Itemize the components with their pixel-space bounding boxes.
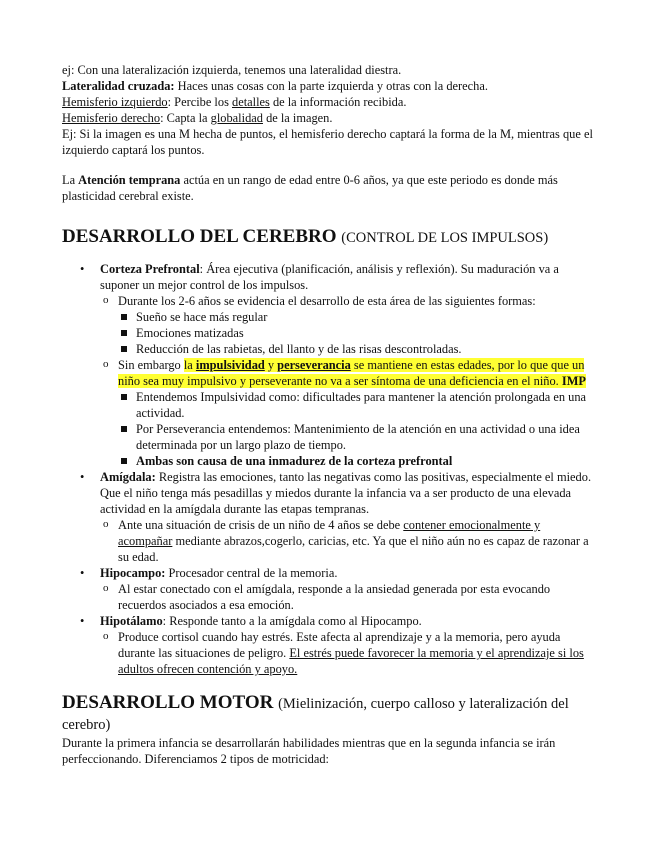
amigdala-sublist: [100, 517, 594, 565]
text-crisis-a: Ante una situación de crisis de un niño de 4 años se debe: [118, 518, 404, 532]
document-page: [62, 62, 594, 767]
text-corteza-prefrontal: : Área ejecutiva (planificación, análisis y reflexión). Su maduración va a suponer un mejor control de los impulsos.: [100, 262, 559, 292]
atencion-text-a: La: [62, 173, 79, 187]
corteza-sublist: [100, 293, 594, 469]
intro-m-example: Ej: Si la imagen es una M hecha de puntos, el hemisferio derecho captará la forma de la M, mientras que el izquierdo captará los puntos.: [62, 127, 593, 157]
list-item-crisis: [100, 517, 594, 565]
term-hipocampo: Hipocampo:: [100, 566, 166, 580]
text-hipocampo: Procesador central de la memoria.: [165, 566, 338, 580]
highlighted-text-a: la: [183, 358, 196, 372]
heading-cerebro-title: DESARROLLO DEL CEREBRO: [62, 226, 337, 247]
heading-desarrollo-motor: [62, 693, 594, 735]
term-lateralidad-cruzada: Lateralidad cruzada:: [62, 79, 175, 93]
list-item-amigdala: [62, 469, 594, 565]
list-item-corteza-desarrollo: [100, 293, 594, 357]
intro-lateralidad-cruzada: [62, 78, 594, 94]
heading-cerebro-subtitle: (CONTROL DE LOS IMPULSOS): [341, 230, 549, 246]
intro-example: ej: Con una lateralización izquierda, tenemos una lateralidad diestra.: [62, 63, 402, 77]
list-item-emociones: Emociones matizadas: [118, 325, 594, 341]
text-hemisferio-derecho-b: de la imagen.: [262, 111, 333, 125]
atencion-text-b: actúa en un rango de edad entre 0-6 años, ya que este periodo es donde más plasticidad cerebral existe.: [62, 173, 558, 203]
hipotalamo-sublist: [100, 629, 594, 677]
imp-tag: IMP: [561, 374, 586, 388]
text-sin-embargo: Sin embargo: [118, 358, 184, 372]
list-item-def-perseverancia: Por Perseverancia entendemos: Mantenimiento de la atención en una actividad o una idea determinada por un largo plazo de tiempo.: [118, 421, 594, 453]
motor-paragraph: Durante la primera infancia se desarrollarán habilidades mientras que en la segunda infancia se irán perfeccionando. Diferenciamos 2 tipos de motricidad:: [62, 736, 556, 766]
text-corteza-desarrollo: Durante los 2-6 años se evidencia el desarrollo de esta área de las siguientes formas:: [118, 294, 536, 308]
list-item-corteza-prefrontal: [62, 261, 594, 469]
spacer: [62, 158, 594, 172]
term-amigdala: Amígdala:: [100, 470, 156, 484]
term-hipotalamo: Hipotálamo: [100, 614, 163, 628]
intro-hemisferio-izquierdo: [62, 94, 594, 110]
list-item-ambas-causa: [118, 453, 594, 469]
term-corteza-prefrontal: Corteza Prefrontal: [100, 262, 200, 276]
intro-hemisferio-derecho: [62, 110, 594, 126]
heading-motor-title: DESARROLLO MOTOR: [62, 692, 274, 713]
hipocampo-sublist: [100, 581, 594, 613]
term-detalles: detalles: [232, 95, 270, 109]
list-item-hipotalamo: [62, 613, 594, 677]
list-item-sueno: Sueño se hace más regular: [118, 309, 594, 325]
text-contener: contener emocionalmente y acompañar: [118, 518, 541, 548]
text-hemisferio-izquierdo-a: : Percibe los: [167, 95, 232, 109]
highlighted-text-b: se mantiene en estas edades, por lo que que un niño sea muy impulsivo y perseverante no va a ser síntoma de una deficiencia en el niño.: [118, 358, 585, 388]
corteza-desarrollo-list: [118, 309, 594, 357]
term-impulsividad: impulsividad: [195, 358, 265, 372]
text-hemisferio-izquierdo-b: de la información recibida.: [269, 95, 407, 109]
list-item-def-impulsividad: Entendemos Impulsividad como: dificultades para mantener la atención prolongada en una actividad.: [118, 389, 594, 421]
impulsividad-list: [118, 389, 594, 469]
term-hemisferio-izquierdo: Hemisferio izquierdo: [62, 95, 168, 109]
text-hipotalamo: : Responde tanto a la amígdala como al Hipocampo.: [162, 614, 422, 628]
list-item-rabietas: Reducción de las rabietas, del llanto y de las risas descontroladas.: [118, 341, 594, 357]
cerebro-list: [62, 261, 594, 677]
list-item-hipocampo: [62, 565, 594, 613]
term-hemisferio-derecho: Hemisferio derecho: [62, 111, 161, 125]
text-hemisferio-derecho-a: : Capta la: [160, 111, 211, 125]
text-estres-memoria: El estrés puede favorecer la memoria y el aprendizaje si los adultos ofrecen contención y apoyo.: [118, 646, 584, 676]
list-item-hipocampo-detail: o Al estar conectado con el amígdala, responde a la ansiedad generada por esta evocando recuerdos asociados a esa emoción.: [100, 581, 594, 613]
term-globalidad: globalidad: [210, 111, 263, 125]
atencion-temprana-paragraph: [62, 172, 594, 204]
heading-motor-subtitle: (Mielinización, cuerpo calloso y lateralización del cerebro): [62, 696, 569, 733]
list-item-cortisol: [100, 629, 594, 677]
text-amigdala: Registra las emociones, tanto las negativas como las positivas, especialmente el miedo. Que el niño tenga más pesadillas y miedos durante la infancia va a ser producto de una elevada actividad en la amígdala durante las etapas tempranas.: [100, 470, 592, 516]
highlighted-text-y: y: [264, 358, 278, 372]
term-atencion-temprana: Atención temprana: [78, 173, 181, 187]
heading-desarrollo-cerebro: [62, 226, 594, 249]
text-lateralidad-cruzada: Haces unas cosas con la parte izquierda y otras con la derecha.: [174, 79, 488, 93]
list-item-sin-embargo: [100, 357, 594, 469]
text-ambas-causa: Ambas son causa de una inmadurez de la corteza prefrontal: [136, 454, 453, 468]
text-crisis-b: mediante abrazos,cogerlo, caricias, etc. Ya que el niño aún no es capaz de razonar a su edad.: [118, 534, 589, 564]
term-perseverancia: perseverancia: [277, 358, 351, 372]
text-cortisol: Produce cortisol cuando hay estrés. Este afecta al aprendizaje y a la memoria, pero ayuda durante las situaciones de peligro.: [118, 630, 561, 660]
